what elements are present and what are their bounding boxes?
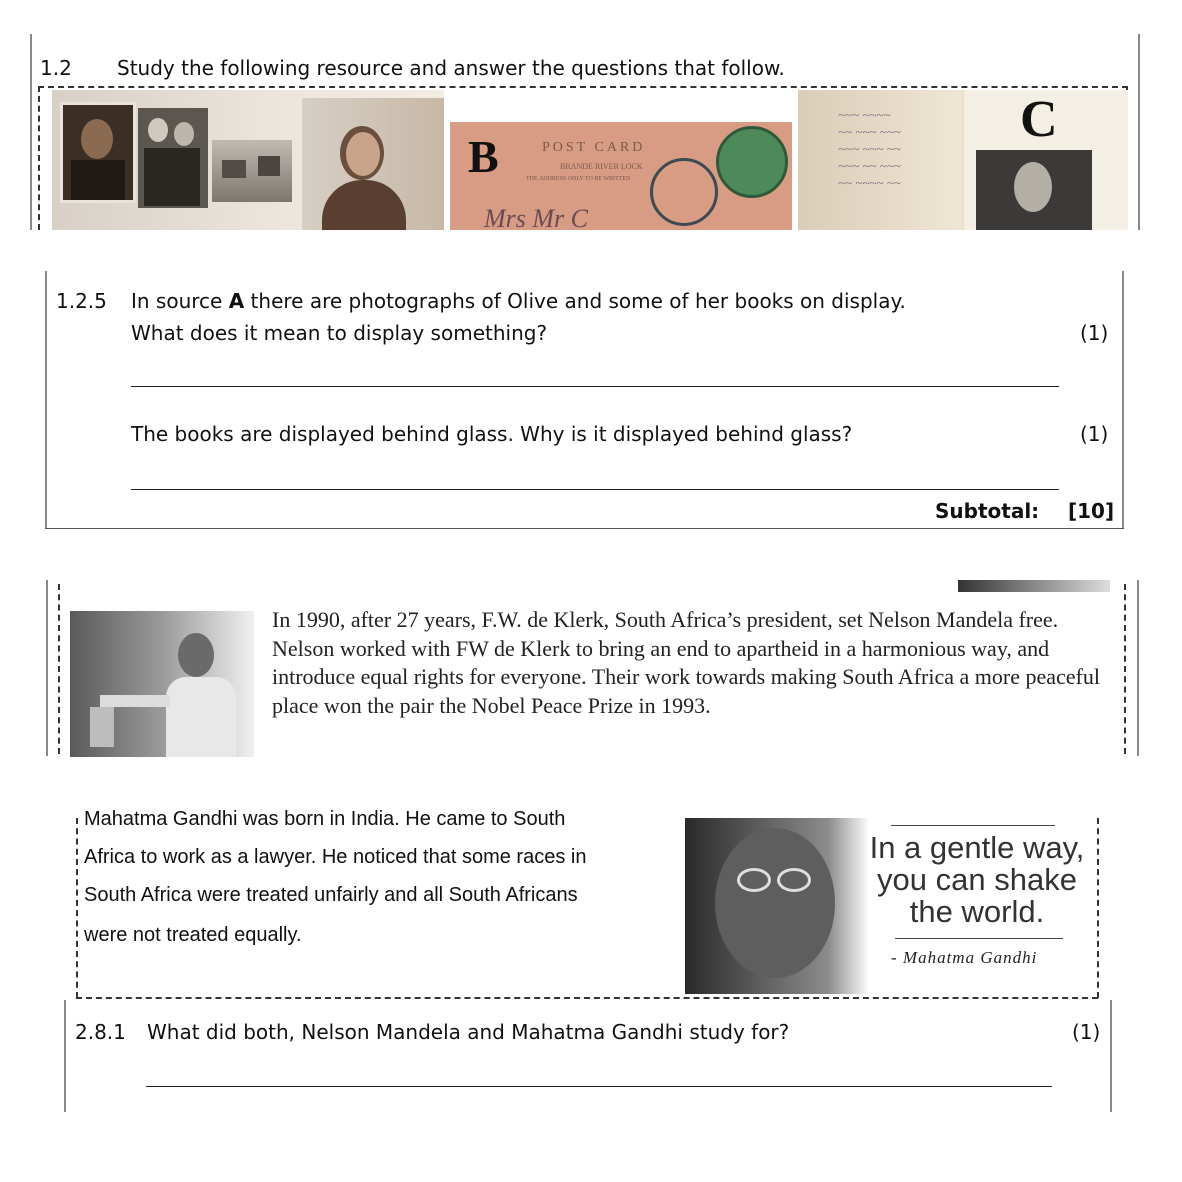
gandhi-paragraph-line1: Mahatma Gandhi was born in India. He came to South xyxy=(84,808,566,830)
bottom-border xyxy=(45,528,1124,529)
source-c-label: C xyxy=(1020,91,1058,148)
source-b-label: B xyxy=(468,131,499,182)
question-number: 1.2 xyxy=(40,56,72,80)
left-border xyxy=(64,1000,66,1112)
source-b-postcard xyxy=(450,122,792,230)
cropped-line-container xyxy=(82,806,682,830)
right-border xyxy=(1110,1000,1112,1112)
answer-line-2[interactable] xyxy=(131,489,1059,490)
question-1-marks: (1) xyxy=(1080,321,1109,345)
answer-line-1[interactable] xyxy=(131,386,1059,387)
dashed-frame-top xyxy=(38,86,1128,88)
portrait-page xyxy=(964,90,1128,230)
quote-text xyxy=(861,832,1093,928)
subtotal-value: [10] xyxy=(1068,499,1115,523)
right-border xyxy=(1122,271,1124,529)
quote-line-2: you can shake xyxy=(877,862,1077,897)
right-border xyxy=(1137,580,1139,756)
postmark-icon xyxy=(650,158,718,226)
quote-rule-bottom xyxy=(895,938,1063,939)
question-2-text: The books are displayed behind glass. Why is it displayed behind glass? xyxy=(131,422,853,446)
instruction-text: Study the following resource and answer the questions that follow. xyxy=(117,56,785,80)
postcard-handwriting: Mrs Mr C xyxy=(484,204,589,230)
portrait-photo-2 xyxy=(138,108,208,208)
quote-rule-top xyxy=(891,825,1055,826)
quote-attribution: - Mahatma Gandhi xyxy=(891,948,1038,967)
dashed-frame-bottom xyxy=(76,997,1098,999)
question-number: 2.8.1 xyxy=(75,1020,126,1044)
answer-line[interactable] xyxy=(146,1086,1052,1087)
dashed-frame-right xyxy=(1097,818,1099,998)
portrait-photo-1 xyxy=(60,102,136,203)
gandhi-paragraph-line4: were not treated equally. xyxy=(84,924,302,946)
stamp-icon xyxy=(716,126,788,198)
source-c-book xyxy=(798,90,1128,230)
left-border xyxy=(45,271,47,529)
portrait-photo-c xyxy=(976,150,1092,230)
dashed-frame-left xyxy=(76,818,78,998)
left-border xyxy=(30,34,32,230)
question-number: 1.2.5 xyxy=(56,289,107,313)
question-1-line2: What does it mean to display something? xyxy=(131,321,548,345)
mandela-paragraph: In 1990, after 27 years, F.W. de Klerk, South Africa’s president, set Nelson Mandela free. Nelson worked with FW de Klerk to bring an end to apartheid in a harmonious way, and introduce equal rights for everyone. Their work towards making South Africa a more peaceful place won the pair the Nobel Peace Prize in 1993. xyxy=(272,607,1100,718)
gandhi-paragraph-line2: Africa to work as a lawyer. He noticed that some races in xyxy=(84,846,587,868)
source-a-image xyxy=(52,90,444,230)
handwritten-page: ~~~ ~~~~ ~~ ~~~ ~~~ ~~~ ~~~ ~~ ~~~ ~~ ~~~ ~~ ~~~~ ~~ xyxy=(798,90,962,230)
gandhi-paragraph-line3: South Africa were treated unfairly and all South Africans xyxy=(84,884,578,906)
landscape-photo xyxy=(212,140,292,202)
right-border xyxy=(1138,34,1140,230)
gandhi-quote-image xyxy=(685,818,1095,994)
dashed-frame-left xyxy=(58,584,60,754)
postcard-title: POST CARD xyxy=(542,140,646,155)
left-border xyxy=(46,580,48,756)
quote-line-3: the world. xyxy=(909,894,1045,929)
gandhi-face xyxy=(715,828,835,978)
dashed-frame-right xyxy=(1124,584,1126,754)
cropped-image-fragment xyxy=(958,580,1110,592)
question-text: What did both, Nelson Mandela and Mahatma Gandhi study for? xyxy=(147,1020,790,1044)
woman-portrait-photo xyxy=(302,98,444,230)
postcard-line1: BRANDE RIVER LOCK xyxy=(560,162,643,171)
question-2-marks: (1) xyxy=(1080,422,1109,446)
subtotal-label: Subtotal: xyxy=(935,499,1040,523)
dashed-frame-left xyxy=(38,86,40,230)
question-1-text: In source A there are photographs of Olive and some of her books on display. xyxy=(131,289,906,313)
question-marks: (1) xyxy=(1072,1020,1101,1044)
quote-line-1: In a gentle way, xyxy=(869,830,1085,865)
postcard-line2: THE ADDRESS ONLY TO BE WRITTEN xyxy=(526,176,631,182)
mandela-photo xyxy=(70,611,254,757)
